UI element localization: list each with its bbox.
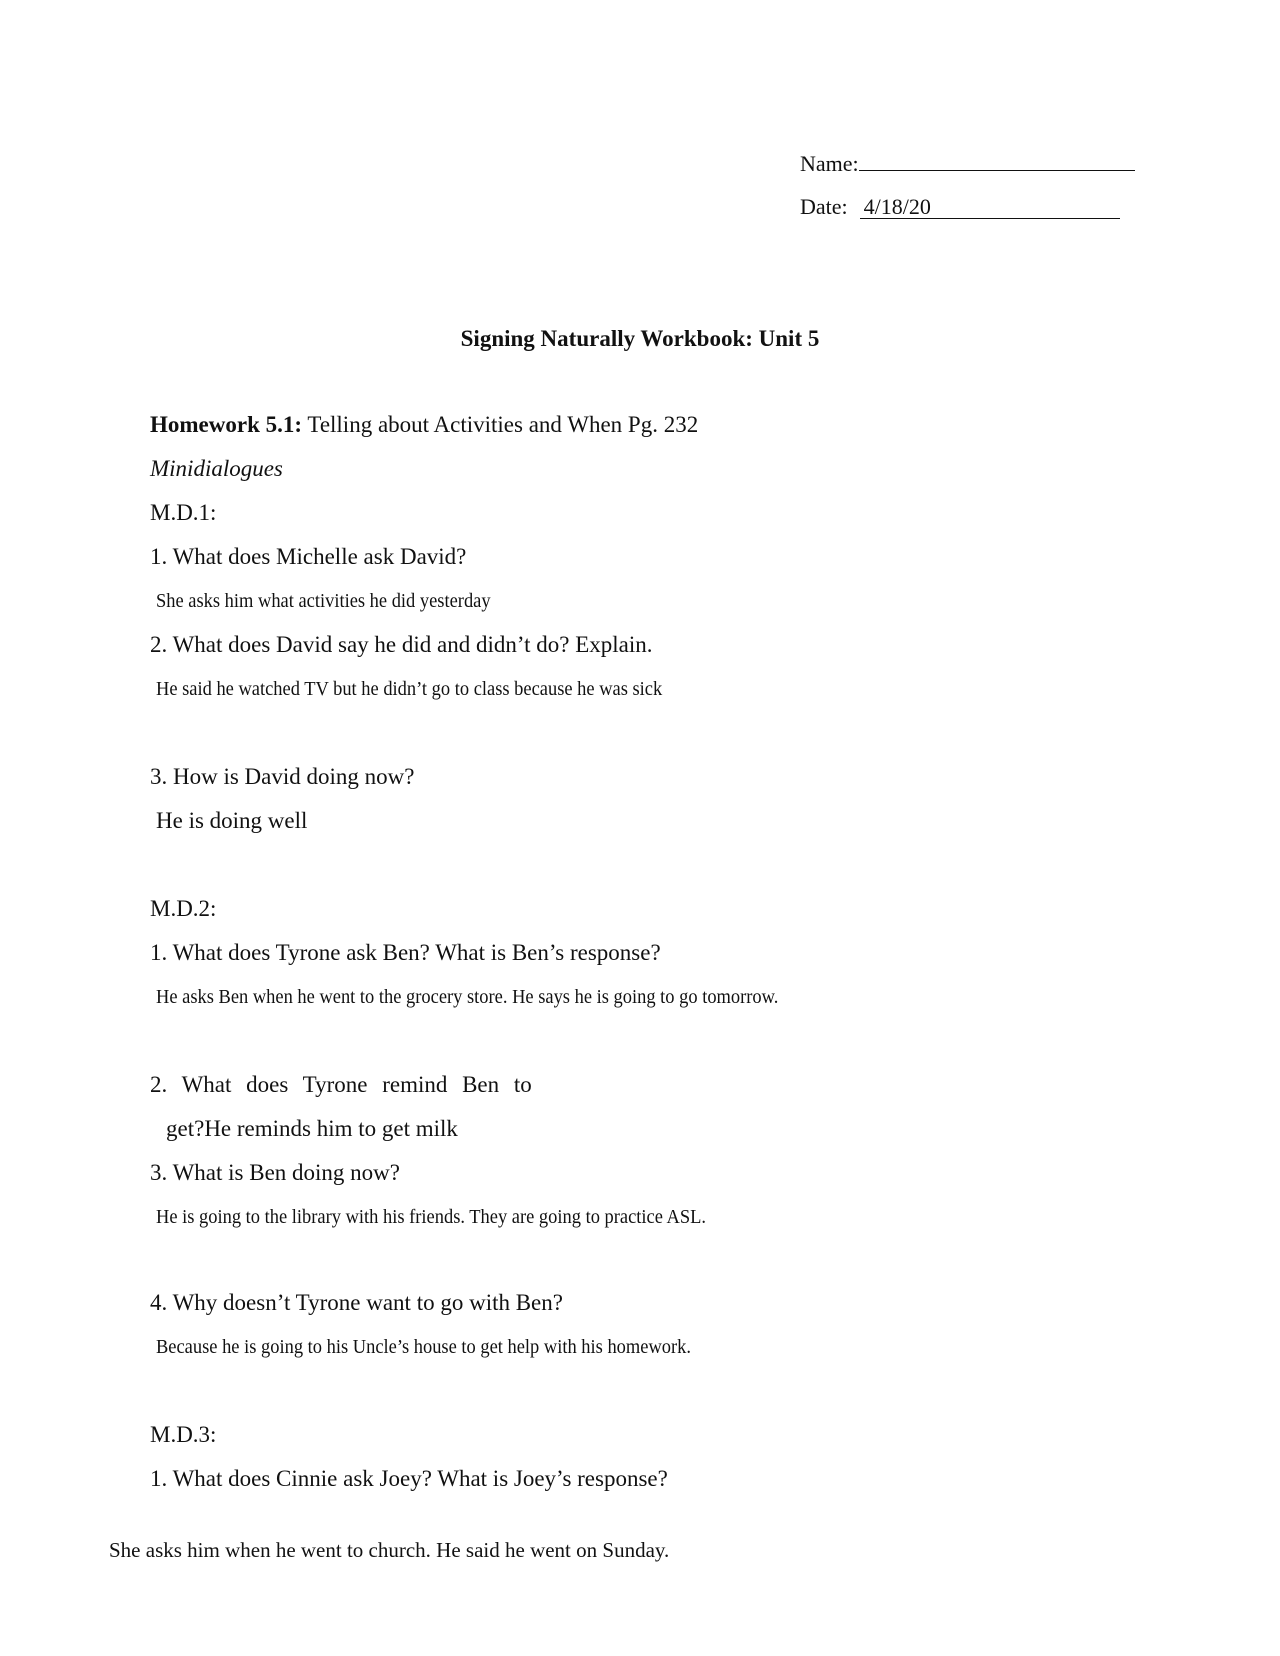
md1-question-2: 2. What does David say he did and didn’t do? Explain. [150, 632, 653, 657]
md2-answer-4: Because he is going to his Uncle’s house to get help with his homework. [156, 1336, 691, 1358]
homework-text: Telling about Activities and When Pg. 232 [307, 412, 699, 437]
md1-label: M.D.1: [150, 500, 217, 525]
homework-heading [150, 412, 698, 438]
homework-label: Homework 5.1: [150, 412, 303, 437]
md2-question-2-continued [166, 1116, 458, 1142]
section-subtitle: Minidialogues [150, 456, 283, 481]
md2-question-2-end: get? [166, 1116, 205, 1141]
md1-answer-3: He is doing well [156, 808, 308, 833]
md3-question-1: 1. What does Cinnie ask Joey? What is Joey’s response? [150, 1466, 668, 1491]
md3-answer-1: She asks him when he went to church. He said he went on Sunday. [109, 1538, 670, 1562]
md2-question-2: 2. What does Tyrone remind Ben to [150, 1072, 532, 1097]
name-blank [859, 170, 1135, 171]
page-title: Signing Naturally Workbook: Unit 5 [460, 326, 820, 351]
md2-answer-2: He reminds him to get milk [204, 1116, 458, 1141]
md2-label: M.D.2: [150, 896, 217, 921]
date-field [800, 194, 1120, 220]
name-label: Name: [800, 151, 859, 176]
md1-answer-1: She asks him what activities he did yesterday [156, 590, 491, 612]
md2-question-4: 4. Why doesn’t Tyrone want to go with Ben? [150, 1290, 563, 1315]
md2-answer-1: He asks Ben when he went to the grocery store. He says he is going to go tomorrow. [156, 986, 779, 1008]
md1-question-3: 3. How is David doing now? [150, 764, 415, 789]
md3-label: M.D.3: [150, 1422, 217, 1447]
name-field [800, 151, 1135, 177]
date-label: Date: [800, 194, 848, 219]
md1-answer-2: He said he watched TV but he didn’t go to class because he was sick [156, 678, 663, 700]
date-value: 4/18/20 [860, 196, 1120, 219]
md2-question-3: 3. What is Ben doing now? [150, 1160, 400, 1185]
md1-question-1: 1. What does Michelle ask David? [150, 544, 467, 569]
md2-question-1: 1. What does Tyrone ask Ben? What is Ben’s response? [150, 940, 661, 965]
md2-answer-3: He is going to the library with his friends. They are going to practice ASL. [156, 1206, 706, 1228]
